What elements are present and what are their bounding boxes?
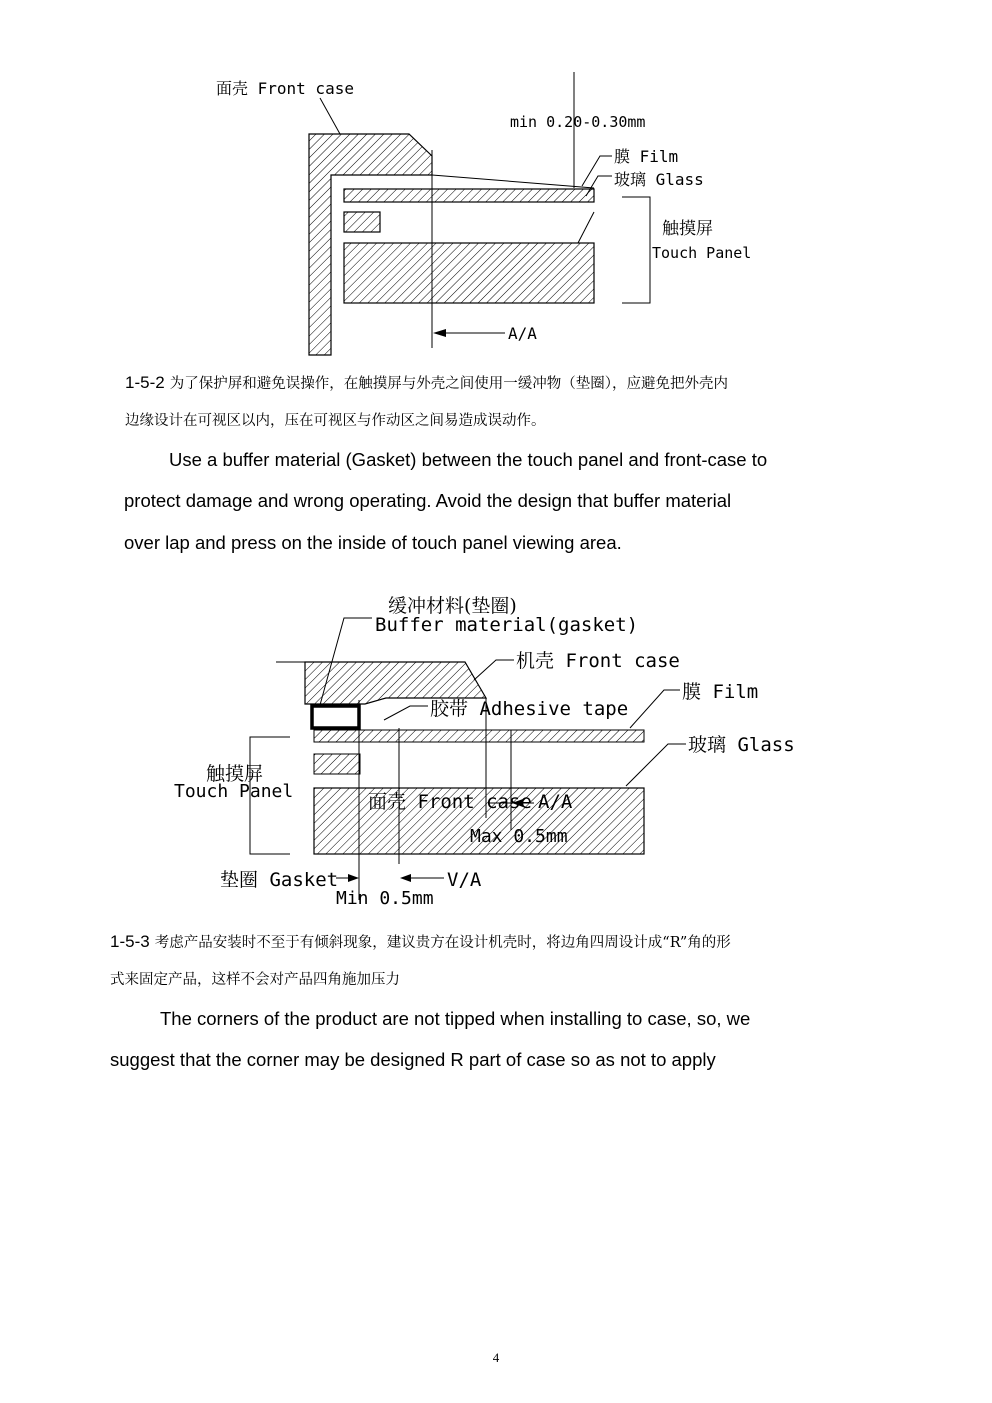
fig1-film-label: 膜 Film: [614, 147, 679, 166]
figure-2-gasket-diagram: [0, 580, 992, 920]
film-leader: [582, 156, 612, 186]
section-152-cn-line1: [125, 372, 728, 393]
figure-1-front-case-diagram: [0, 60, 992, 370]
fig2-buffer-en-label: Buffer material(gasket): [375, 614, 639, 636]
glass-layer: [344, 189, 594, 202]
fig2-max-label: Max 0.5mm: [470, 826, 568, 847]
film-leader: [630, 690, 680, 728]
small-block: [314, 754, 360, 774]
section-153-number: 1-5-3: [110, 932, 150, 951]
section-153-en-line2: suggest that the corner may be designed R part of case so as not to apply: [110, 1049, 716, 1070]
section-153-cn-line2: 式来固定产品，这样不会对产品四角施加压力: [110, 972, 400, 988]
fig2-front-case-inner-label: 面壳 Front case: [368, 791, 532, 813]
section-152-en-line1: Use a buffer material (Gasket) between the touch panel and front-case to: [169, 449, 768, 470]
touch-panel-block: [344, 243, 594, 303]
film-layer: [314, 730, 644, 742]
section-152-cn-text1: 为了保护屏和避免误操作，在触摸屏与外壳之间使用一缓冲物（垫圈），应避免把外壳内: [169, 376, 729, 392]
page-number: 4: [492, 1350, 500, 1365]
film-layer: [432, 175, 594, 188]
gasket-arrowhead: [348, 874, 359, 882]
front-case-leader: [320, 98, 340, 134]
touch-panel-bracket: [622, 197, 650, 303]
fig2-touch-en-label: Touch Panel: [174, 781, 294, 802]
fig2-front-case-label: 机壳 Front case: [516, 650, 680, 672]
fig1-gap-label: min 0.20-0.30mm: [510, 113, 646, 131]
aa-arrowhead: [433, 329, 446, 337]
touch-leader: [578, 212, 594, 243]
fig1-glass-label: 玻璃 Glass: [614, 170, 704, 189]
va-arrowhead: [400, 874, 411, 882]
gasket-block: [344, 212, 380, 232]
section-153-en-line1: The corners of the product are not tipped when installing to case, so, we: [160, 1008, 751, 1029]
adhesive-leader: [384, 706, 428, 720]
front-case-leader: [474, 660, 514, 680]
fig1-touch-en-label: Touch Panel: [652, 244, 752, 262]
fig1-touch-cn-label: 触摸屏: [662, 219, 713, 239]
fig2-buffer-cn-label: 缓冲材料(垫圈): [388, 595, 517, 617]
fig2-aa-label: A/A: [538, 791, 573, 813]
fig2-gasket-label: 垫圈 Gasket: [220, 869, 339, 891]
fig1-aa-label: A/A: [508, 324, 537, 343]
fig2-glass-label: 玻璃 Glass: [688, 734, 795, 756]
fig2-min-label: Min 0.5mm: [336, 888, 434, 909]
gasket-rect: [312, 706, 359, 728]
section-152-en-line2: protect damage and wrong operating. Avoid the design that buffer material: [124, 490, 732, 511]
fig2-film-label: 膜 Film: [682, 681, 759, 703]
section-152-cn-line2: 边缘设计在可视区以内，压在可视区与作动区之间易造成误动作。: [125, 413, 546, 429]
fig2-touch-cn-label: 触摸屏: [206, 763, 264, 785]
section-152-number: 1-5-2: [125, 373, 165, 392]
section-152-en-line3: over lap and press on the inside of touch panel viewing area.: [124, 532, 622, 553]
fig1-front-case-label: 面壳 Front case: [216, 79, 354, 98]
fig2-adhesive-label: 胶带 Adhesive tape: [430, 698, 629, 720]
fig2-va-label: V/A: [447, 869, 482, 891]
section-153-cn-text1: 考虑产品安装时不至于有倾斜现象，建议贵方在设计机壳时，将边角四周设计成“R”角的形: [154, 935, 731, 951]
glass-leader: [626, 744, 686, 786]
section-153-cn-line1: [110, 931, 731, 952]
